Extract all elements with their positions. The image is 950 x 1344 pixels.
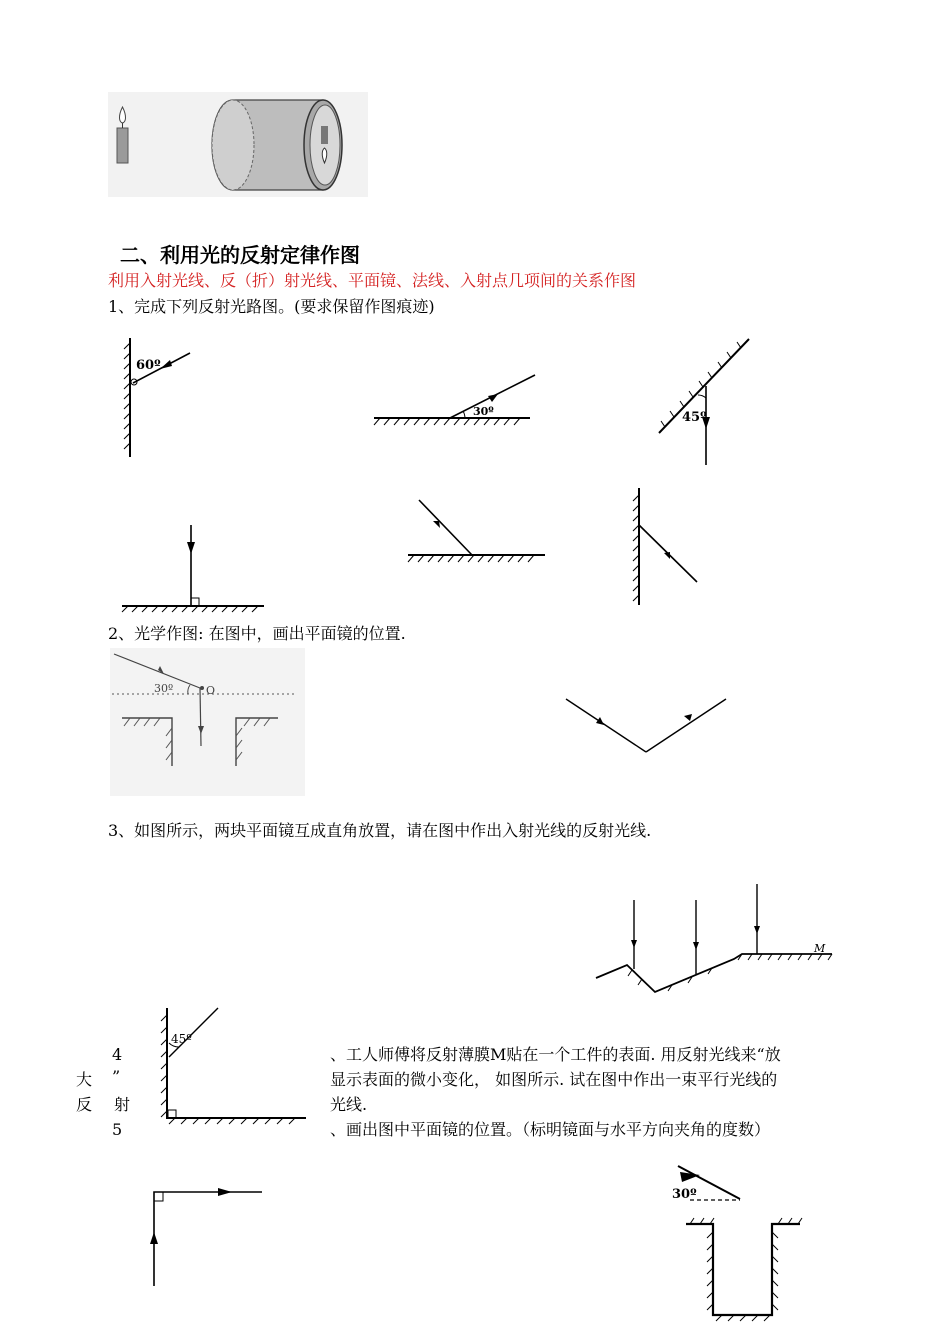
q1-figure-vertical-mirror [120,335,200,460]
q1-figure-perpendicular [118,520,268,615]
q5-figure-well [660,1162,810,1322]
q5-text: 、画出图中平面镜的位置。（标明镜面与水平方向夹角的度数） [330,1120,771,1139]
section-subtitle: 利用入射光线、反（折）射光线、平面镜、法线、入射点几项间的关系作图 [108,271,637,290]
candle [117,128,128,163]
question-1-text: 1、完成下列反射光路图。(要求保留作图痕迹) [108,297,435,316]
q4-side-left2: 反 [76,1095,93,1114]
q4-number: 4 [112,1045,123,1064]
q2-point-label: O [206,684,216,697]
angle-label-45: 45º [682,410,707,425]
q4-side-left1: 大 [76,1070,93,1089]
q2-angle-label: 30º [154,682,174,695]
q4-side-quote: ” [112,1067,121,1086]
angle-label-30: 30º [473,405,494,418]
angle-label-60: 60º [136,358,161,373]
q4-text-line3: 光线. [330,1095,368,1114]
q5-number: 5 [112,1120,123,1139]
question-3-text: 3、如图所示，两块平面镜互成直角放置，请在图中作出入射光线的反射光线. [108,821,652,840]
q2-figure-v-rays [560,695,735,760]
q3-angle-label: 45º [171,1032,192,1046]
q5-figure-right-angle-rays [140,1180,270,1290]
q1-figure-oblique [405,495,550,570]
q1-figure-inclined-mirror [655,335,755,470]
q4-text-line2: 显示表面的微小变化， 如图所示. 试在图中作出一束平行光线的 [330,1070,778,1089]
q4-figure-reflective-film [592,880,837,1002]
q4-side-left3: 射 [114,1095,131,1114]
section-heading: 二、利用光的反射定律作图 [120,243,360,267]
q4-text-line1: 、工人师傅将反射薄膜M贴在一个工件的表面. 用反射光线来“放 [330,1045,781,1064]
q1-figure-vertical-mirror-2 [625,485,705,610]
candle-camera-figure [108,92,368,197]
q5-angle-label: 30º [672,1187,697,1202]
question-2-text: 2、光学作图: 在图中，画出平面镜的位置. [108,624,406,643]
q3-figure-right-angle-mirrors [155,1005,310,1127]
q2-figure-aperture [110,648,305,796]
mirror-label-m: M [814,942,826,955]
q1-figure-horizontal-mirror [370,370,540,430]
